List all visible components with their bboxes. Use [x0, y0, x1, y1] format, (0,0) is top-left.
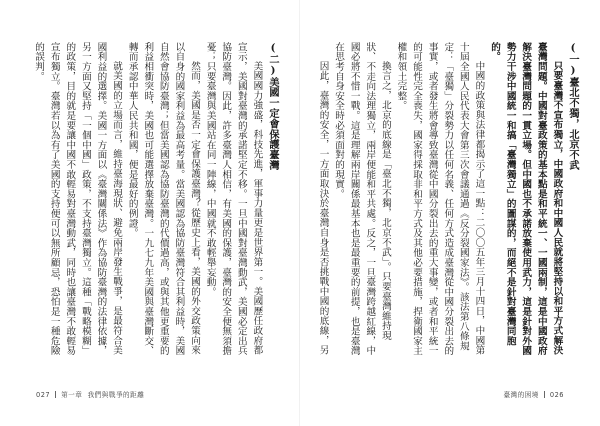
left-page-number: 027 — [36, 391, 51, 399]
right-page-paragraph-lead — [486, 42, 564, 358]
page-gutter — [299, 0, 300, 426]
footer-divider — [544, 391, 545, 398]
right-page-paragraph: 因此，臺灣的安全，一方面取決於臺灣自身是否挑戰中國的底線，另 — [318, 61, 329, 356]
footer-divider — [55, 391, 56, 398]
chapter-title: 我們與戰爭的距離 — [87, 391, 145, 399]
section-heading-1: (一)臺北不獨，北京不武 — [567, 42, 579, 171]
left-page-paragraph: 然而，美國是否一定會保護臺灣？從歷史上看，美國的外交政策向來以自身的國家利益為最高考量。當美國認為協防臺灣符合其利益時，美國自然會協防臺灣；但當美國認為協防臺灣的代價過高，或與其他更重要的利益相衝突時，美國也可能選擇放棄臺灣。一九七九年美國與臺灣斷交、轉而承認中華人民共和國，便是最好的例證。 — [126, 42, 201, 356]
right-page-paragraph: 換言之，北京的底線是「臺北不獨，北京不武」。只要臺灣維持現狀、不走向法理獨立，兩岸便能和平共處。反之，一旦臺灣跨越紅線，中國必將不惜一戰。這是理解兩岸關係最基本也是最重要的前提，也是臺灣在思考自身安全時必須面對的現實。 — [333, 42, 391, 356]
left-page-text — [22, 42, 280, 358]
right-page-text — [318, 42, 580, 358]
running-title: 臺灣的困境 — [503, 391, 539, 399]
left-page-paragraph: 美國國力強盛，科技先進，軍事力量更是世界第一。美國歷任政府都宣示，美國對臺灣的承諾堅定不移。一旦中國對臺灣動武，美國必定出兵協防臺灣。因此，許多臺灣人相信，有美國的保護，臺灣的安全便無須擔憂；只要臺灣與美國站在同一陣線，中國就不敢輕舉妄動。 — [204, 42, 263, 356]
bold-lead-text: 只要臺灣不宣布獨立，中國政府和中國人民就將堅持以和平方式解決臺灣問題。中國對臺政策的基本點是和平統一、一國兩制，這是中國政府解決臺灣問題的一貫立場。但中國也不承諾放棄使用武力，這是針對外國勢力干涉中國統一和搞「臺灣獨立」的圖謀的，而絕不是針對臺灣同胞的。 — [489, 42, 563, 356]
left-page-paragraph: 就美國的立場而言，維持臺海現狀、避免兩岸發生戰爭，是最符合美國利益的選擇。美國一方面以《臺灣關係法》作為協防臺灣的法律依據，另一方面又堅持「一個中國」政策，不支持臺灣獨立。這種「戰略模糊」的政策，目的就是要讓中國不敢輕易對臺灣動武，同時也讓臺灣不敢輕易宣布獨立。臺灣若以為有了美國的支持便可以無所顧忌，恐怕是一種危險的誤判。 — [33, 42, 123, 356]
section-heading-2: (二)美國一定會保護臺灣 — [267, 42, 279, 171]
chapter-label: 第一章 — [61, 391, 83, 399]
right-page-paragraph: 中國的政策與法律都揭示了這一點：二〇〇五年三月十四日，中國第十屆全國人民代表大會第三次會議通過《反分裂國家法》。該法第八條規定：「臺獨」分裂勢力以任何名義、任何方式造成臺灣從中國分裂出去的事實，或者發生將會導致臺灣從中國分裂出去的重大事變，或者和平統一的可能性完全喪失，國家得採取非和平方式及其他必要措施，捍衛國家主權和領土完整。 — [395, 42, 485, 356]
left-page-footer — [36, 389, 144, 399]
right-page-number: 026 — [549, 391, 564, 399]
right-page-footer — [503, 389, 564, 399]
